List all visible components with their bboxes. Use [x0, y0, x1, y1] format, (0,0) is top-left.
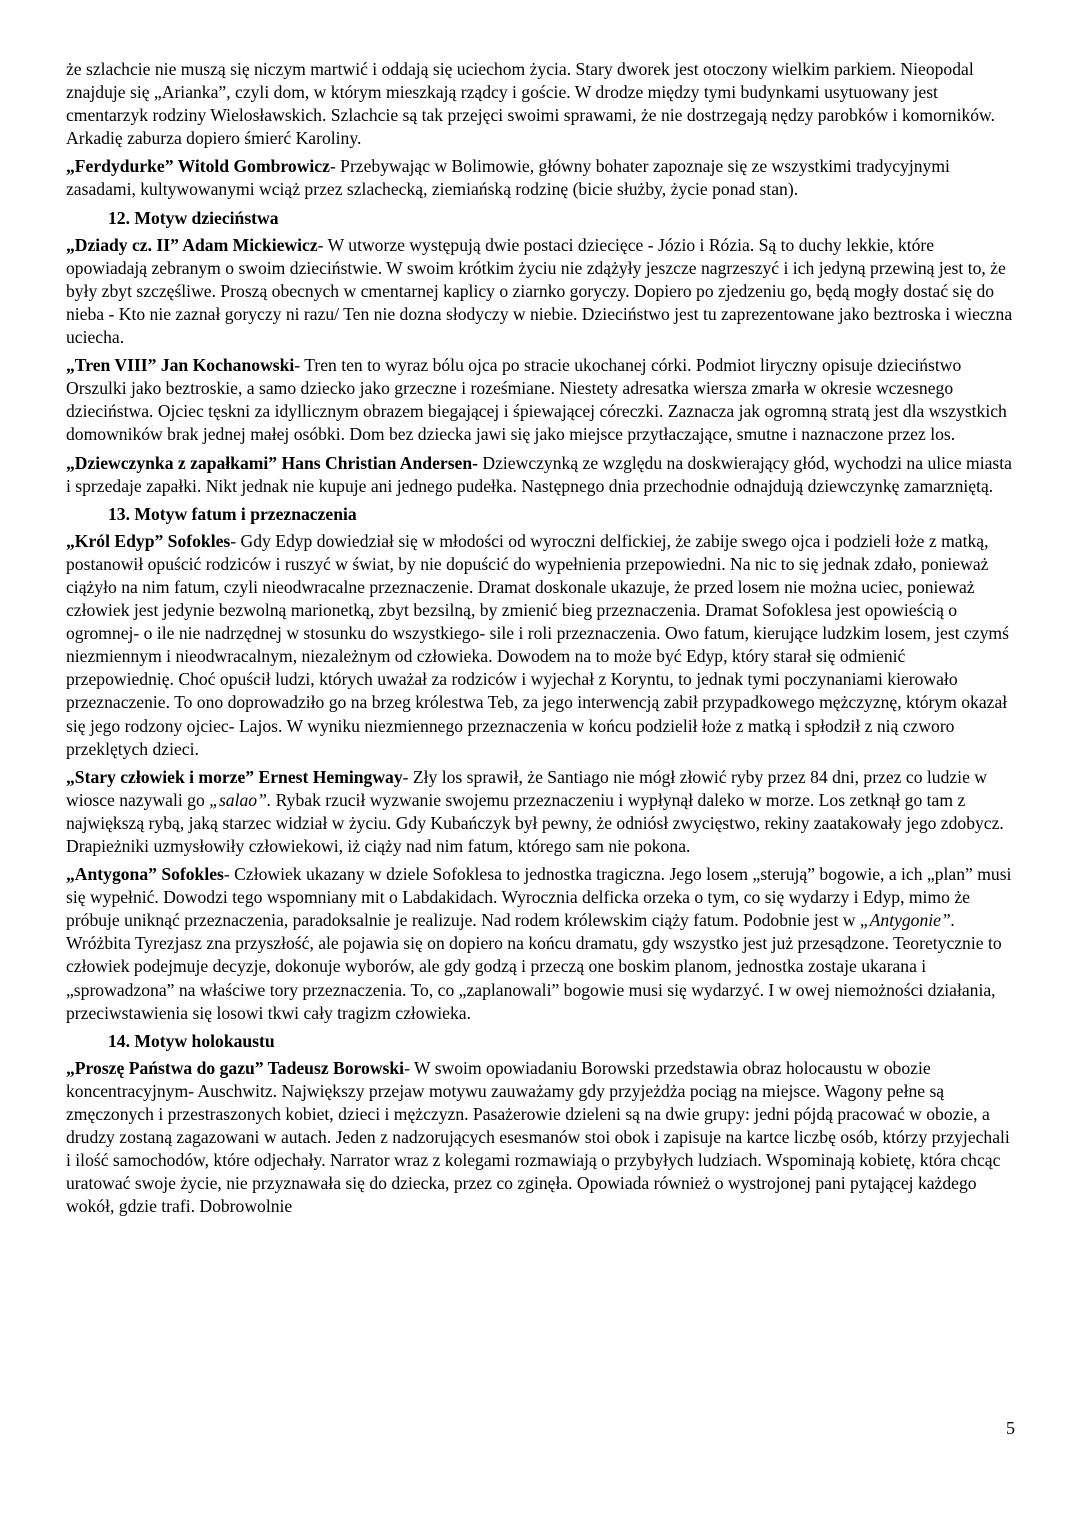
antygona-text-before: - Człowiek ukazany w dziele Sofoklesa to jednostka tragiczna. Jego losem „sterują” bogowie, a ich „plan” musi się wypełnić. Dowodzi tego wspomniany mit o Labdakidach. Wyrocznia delficka orzeka o tym, co się wydarzy i Edyp, mimo że próbuje uniknąć przeznaczenia, paradoksalnie je realizuje. Nad rodem królewskim ciąży fatum. Podobnie jest w: [66, 864, 1012, 931]
section-14-heading: 14. Motyw holokaustu: [108, 1030, 275, 1051]
ferdydurke-paragraph: [66, 155, 1016, 201]
edyp-text: - Gdy Edyp dowiedział się w młodości od wyroczni delfickiej, że zabije swego ojca i podzieli łoże z matką, postanowił opuścić rodziców i ruszyć w świat, by nie dopuścić do wypełnienia przepowiedni. Na nic to się jednak zdało, ponieważ ciążyło na nim fatum, czyli nieodwracalne przeznaczenie. Dramat doskonale ukazuje, że przed losem nie można uciec, ponieważ człowiek jest jedynie bezwolną marionetką, zbyt bezsilną, by zmienić bieg przeznaczenia. Dramat Sofoklesa jest opowieścią o ogromnej- o ile nie nadrzędnej w stosunku do wszystkiego- sile i roli przeznaczenia. Owo fatum, kierujące ludzkim losem, jest czymś niezmiennym i nieodwracalnym, niezależnym od człowieka. Dowodem na to może być Edyp, który starał się odmienić przepowiednię. Choć opuścił ludzi, których uważał za rodziców i wyjechał z Koryntu, to jednak tymi poczynaniami kierowało przeznaczenie. To ono doprowadziło go na brzeg królestwa Teb, za jego interwencją zabił przypadkowego mężczyznę, którym okazał się jego rodzony ojciec- Lajos. W wyniku niezmiennego przeznaczenia w końcu podzielił łoże z matką i spłodził z nią czworo przeklętych dzieci.: [66, 530, 1009, 759]
edyp-paragraph: [66, 530, 1016, 761]
dziewczynka-paragraph: [66, 452, 1016, 498]
section-13-heading: 13. Motyw fatum i przeznaczenia: [108, 503, 357, 524]
page-number: 5: [1006, 1418, 1015, 1438]
dziady-text: - W utworze występują dwie postaci dziecięce - Józio i Rózia. Są to duchy lekkie, które opowiadają zebranym o swoim dzieciństwie. W swoim krótkim życiu nie zdążyły jeszcze nagrzeszyć i ich jedyną przewiną jest to, że były zbyt szczęśliwe. Proszą obecnych w cmentarnej kaplicy o ziarnko goryczy. Dopiero po zjedzeniu go, będą mogły dostać się do nieba - Kto nie zaznał goryczy ni razu/ Ten nie dozna słodyczy w niebie. Dzieciństwo jest tu zaprezentowane jako beztroska i wieczna uciecha.: [66, 234, 1013, 348]
edyp-title: „Król Edyp” Sofokles: [66, 530, 231, 551]
salao-emphasis: „salao”.: [209, 789, 272, 810]
tren-text: - Tren ten to wyraz bólu ojca po stracie ukochanej córki. Podmiot liryczny opisuje dzieciństwo Orszulki jako beztroskie, a samo dziecko jako grzeczne i roześmiane. Niestety adresatka wiersza zmarła w okresie wczesnego dzieciństwa. Ojciec tęskni za idyllicznym obrazem biegającej i śpiewającej córeczki. Zaznacza jak ogromną stratą jest dla wszystkich domowników brak jednej małej osóbki. Dom bez dziecka jawi się jako miejsce przytłaczające, smutne i naznaczone przez los.: [66, 355, 1007, 445]
borowski-title: „Proszę Państwa do gazu” Tadeusz Borowski: [66, 1057, 405, 1078]
stary-czlowiek-text-before: - Zły los sprawił, że Santiago nie mógł złowić ryby przez 84 dni, przez co ludzie w wiosce nazywali go: [66, 766, 987, 810]
antygona-title: „Antygona” Sofokles: [66, 864, 224, 885]
dziewczynka-text: Dziewczynką ze względu na doskwierający głód, wychodzi na ulice miasta i sprzedaje zapałki. Nikt jednak nie kupuje ani jednego pudełka. Następnego dnia przechodnie odnajdują dziewczynkę zamarzniętą.: [66, 452, 1012, 496]
dziady-paragraph: [66, 234, 1016, 349]
document-page: [66, 58, 1016, 1224]
dziady-title: „Dziady cz. II” Adam Mickiewicz: [66, 234, 318, 255]
stary-czlowiek-title: „Stary człowiek i morze” Ernest Hemingway: [66, 766, 403, 787]
tren-paragraph: [66, 354, 1016, 446]
intro-text: że szlachcie nie muszą się niczym martwić i oddają się uciechom życia. Stary dworek jest otoczony wielkim parkiem. Nieopodal znajduje się „Arianka”, czyli dom, w którym mieszkają rządcy i goście. W drodze między tymi budynkami usytuowany jest cmentarzyk rodziny Wielosławskich. Szlachcie są tak przejęci swoimi sprawami, że nie dostrzegają nędzy parobków i komorników. Arkadię zaburza dopiero śmierć Karoliny.: [66, 59, 996, 149]
intro-paragraph: [66, 58, 1016, 150]
ferdydurke-text: - Przebywając w Bolimowie, główny bohater zapoznaje się ze wszystkimi tradycyjnymi zasadami, kultywowanymi wciąż przez szlachecką, ziemiańską rodzinę (bicie służby, życie ponad stan).: [66, 156, 950, 200]
ferdydurke-title: „Ferdydurke” Witold Gombrowicz: [66, 156, 330, 177]
dziewczynka-title: „Dziewczynka z zapałkami” Hans Christian Andersen-: [66, 452, 478, 473]
borowski-text: - W swoim opowiadaniu Borowski przedstawia obraz holocaustu w obozie koncentracyjnym- Auschwitz. Największy przejaw motywu zauważamy gdy przyjeżdża pociąg na miejsce. Wagony pełne są zmęczonych i przestraszonych kobiet, dzieci i mężczyzn. Pasażerowie dzieleni są na dwie grupy: jedni pójdą pracować w obozie, a drudzy zostaną zagazowani w autach. Jeden z nadzorujących esesmanów stoi obok i zapisuje na kartce liczbę osób, którzy przyjechali i ilość samochodów, które odjechały. Narrator wraz z kolegami rozmawiają o przybyłych ludziach. Wspominają kobietę, która chcąc uratować swoje życie, nie przyznawała się do dziecka, przez co zginęła. Opowiada również o wystrojonej pani pytającej każdego wokół, gdzie trafi. Dobrowolnie: [66, 1057, 1010, 1217]
antygona-text-after: Wróżbita Tyrezjasz zna przyszłość, ale pojawia się on dopiero na końcu dramatu, gdy wszystko jest już przesądzone. Teoretycznie to człowiek podejmuje decyzje, dokonuje wyborów, ale gdy godzą i przeczą one boskim planom, jednostka zostaje ukarana i „sprowadzona” na właściwe tory przeznaczenia. To, co „zaplanowali” bogowie musi się wydarzyć. I w owej niemożności działania, przeciwstawienia się losowi tkwi cały tragizm człowieka.: [66, 933, 1002, 1023]
tren-title: „Tren VIII” Jan Kochanowski: [66, 355, 295, 376]
antygona-emphasis: „Antygonie”.: [859, 910, 956, 931]
antygona-paragraph: [66, 863, 1016, 1025]
stary-czlowiek-paragraph: [66, 766, 1016, 858]
stary-czlowiek-text-after: Rybak rzucił wyzwanie swojemu przeznaczeniu i wypłynął daleko w morze. Los zetknął go tam z największą rybą, jaką starzec widział w życiu. Gdy Kubańczyk był pewny, że odniósł zwycięstwo, rekiny zaatakowały jego zdobycz. Drapieżniki uzmysłowiły człowiekowi, iż ciąży nad nim fatum, którego sam nie pokona.: [66, 789, 1004, 856]
section-12-heading: 12. Motyw dzieciństwa: [108, 207, 279, 228]
borowski-paragraph: [66, 1057, 1016, 1219]
